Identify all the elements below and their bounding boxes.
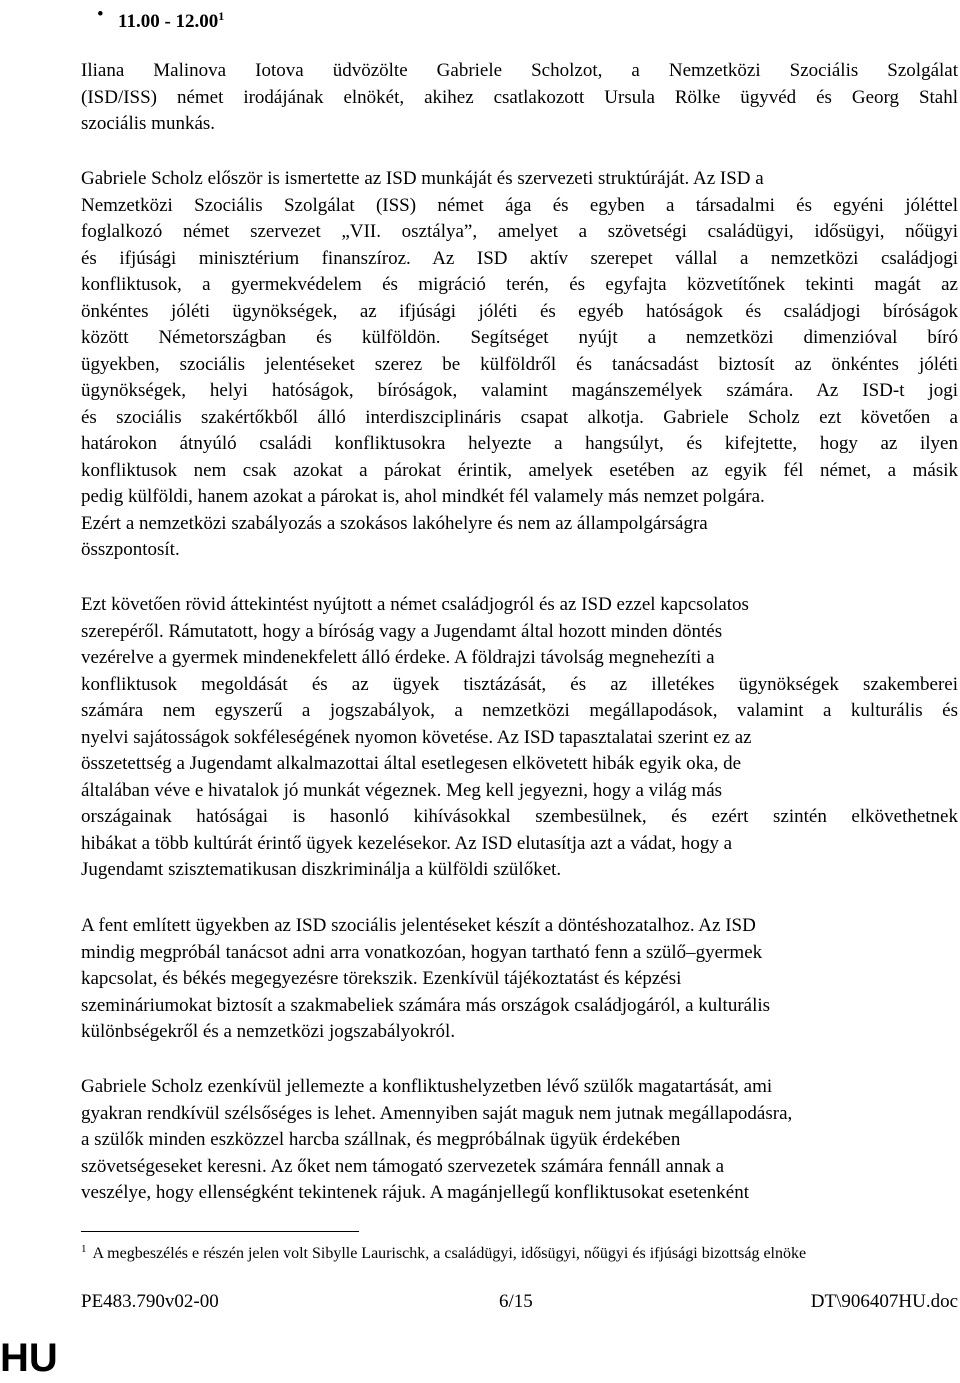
text-line: országainak hatóságai is hasonló kihívásokkal szembesülnek, és ezért szintén elkövethetnek xyxy=(81,806,958,827)
text-line: szövetségeseket keresni. Az őket nem támogató szervezetek számára fennáll annak a xyxy=(81,1155,725,1177)
text-line: hibákat a több kultúrát érintő ügyek kezelésekor. Az ISD elutasítja azt a vádat, hogy a xyxy=(81,832,733,854)
paragraph-2 xyxy=(81,166,958,564)
document-reference: PE483.790v02-00 xyxy=(81,1291,219,1312)
text-line: önkéntes jóléti ügynökségek, az ifjúsági jóléti és egyéb hatóságok és családjogi bíróságok xyxy=(81,300,958,322)
footnote xyxy=(81,1238,806,1265)
text-line: mindig megpróbál tanácsot adni arra vonatkozóan, hogyan tartható fenn a szülő–gyermek xyxy=(81,941,763,963)
text-line: összetettség a Jugendamt alkalmazottai által esetlegesen elkövetett hibák egyik oka, de xyxy=(81,753,742,774)
text-line: Jugendamt szisztematikusan diszkriminálja a külföldi szülőket. xyxy=(81,859,562,880)
text-line: A fent említett ügyekben az ISD szociális jelentéseket készít a döntéshozatalhoz. Az ISD xyxy=(81,915,756,936)
text-line: a szülők minden eszközzel harcba szállnak, és megpróbálnak ügyük érdekében xyxy=(81,1129,681,1150)
footnote-reference[interactable]: 1 xyxy=(218,9,225,23)
footnote-separator xyxy=(81,1231,359,1232)
session-time-heading xyxy=(118,3,224,35)
text-line: gyakran rendkívül szélsőséges is lehet. Amennyiben saját maguk nem jutnak megállapodásra, xyxy=(81,1102,793,1124)
paragraph-3 xyxy=(81,592,958,884)
text-line: és ifjúsági minisztérium finanszíroz. Az ISD aktív szerepet vállal a nemzetközi családjogi xyxy=(81,247,958,269)
text-line: szerepéről. Rámutatott, hogy a bíróság vagy a Jugendamt által hozott minden döntés xyxy=(81,620,723,642)
text-line: ügynökségek, helyi hatóságok, bíróságok, valamint magánszemélyek számára. Az ISD-t jogi xyxy=(81,380,958,401)
text-line: vezérelve a gyermek mindenekfelett álló érdeke. A földrajzi távolság megnehezíti a xyxy=(81,647,715,668)
text-line: szociális munkás. xyxy=(81,113,216,134)
text-line: nyelvi sajátosságok sokféleségének nyomon követése. Az ISD tapasztalatai szerint ez az xyxy=(81,726,752,748)
text-line: szemináriumokat biztosít a szakmabeliek számára más országok családjogáról, a kulturális xyxy=(81,994,771,1016)
text-line: általában véve e hivatalok jó munkát végeznek. Meg kell jegyezni, hogy a világ más xyxy=(81,779,723,801)
text-line: különbségekről és a nemzetközi jogszabályokról. xyxy=(81,1021,456,1042)
text-line: Gabriele Scholz ezenkívül jellemezte a konfliktushelyzetben lévő szülők magatartását, ami xyxy=(81,1076,773,1097)
text-line: között Németországban és külföldön. Segítséget nyújt a nemzetközi dimenzióval bíró xyxy=(81,327,958,348)
text-line: (ISD/ISS) német irodájának elnökét, akihez csatlakozott Ursula Rölke ügyvéd és Georg Stahl xyxy=(81,86,958,108)
heading-text: 11.00 - 12.00 xyxy=(118,11,219,32)
text-line: Gabriele Scholz először is ismertette az ISD munkáját és szervezeti struktúráját. Az ISD a xyxy=(81,168,764,189)
text-line: számára nem egyszerű a jogszabályok, a nemzetközi megállapodások, valamint a kulturális és xyxy=(81,700,958,721)
text-line: veszélye, hogy ellenségként tekintenek rájuk. A magánjellegű konfliktusokat esetenként xyxy=(81,1182,749,1203)
paragraph-1 xyxy=(81,58,958,138)
text-line: foglalkozó német szervezet „VII. osztálya”, amelyet a szövetségi családügyi, idősügyi, nőügyi xyxy=(81,221,958,242)
text-line: konfliktusok nem csak azokat a párokat érintik, amelyek esetében az egyik fél német, a másik xyxy=(81,459,958,481)
text-line: és szociális szakértőkből álló interdiszciplináris csapat alkotja. Gabriele Scholz ezt követően a xyxy=(81,406,958,428)
text-line: pedig külföldi, hanem azokat a párokat is, ahol mindkét fél valamely más nemzet polgára. xyxy=(81,486,765,507)
text-line: Nemzetközi Szociális Szolgálat (ISS) német ága és egyben a társadalmi és egyéni jóléttel xyxy=(81,194,958,216)
list-bullet: • xyxy=(97,4,104,25)
text-line: konfliktusok megoldását és az ügyek tisztázását, és az illetékes ügynökségek szakemberei xyxy=(81,673,958,695)
paragraph-5 xyxy=(81,1074,958,1207)
text-line: Iliana Malinova Iotova üdvözölte Gabriele Scholzot, a Nemzetközi Szociális Szolgálat xyxy=(81,60,958,81)
footnote-number: 1 xyxy=(81,1243,87,1255)
paragraph-4 xyxy=(81,913,958,1046)
text-line: konfliktusok, a gyermekvédelem és migráció terén, és egyfajta közvetítőnek tekinti magát az xyxy=(81,274,958,295)
page-number: 6/15 xyxy=(499,1291,533,1312)
footnote-text: A megbeszélés e részén jelen volt Sibylle Laurischk, a családügyi, idősügyi, nőügyi és ifjúsági bizottság elnöke xyxy=(92,1245,807,1262)
language-code: HU xyxy=(0,1336,58,1380)
text-line: ügyekben, szociális jelentéseket szerez be külföldről és tanácsadást biztosít az önkéntes jóléti xyxy=(81,353,958,375)
text-line: határokon átnyúló családi konfliktusokra helyezte a hangsúlyt, és kifejtette, hogy az ilyen xyxy=(81,433,958,454)
text-line: Ezt követően rövid áttekintést nyújtott a német családjogról és az ISD ezzel kapcsolatos xyxy=(81,594,749,615)
text-line: kapcsolat, és békés megegyezésre törekszik. Ezenkívül tájékoztatást és képzési xyxy=(81,968,682,989)
file-name: DT\906407HU.doc xyxy=(810,1291,958,1312)
text-line: Ezért a nemzetközi szabályozás a szokásos lakóhelyre és nem az állampolgárságra xyxy=(81,512,708,534)
text-line: összpontosít. xyxy=(81,539,180,560)
